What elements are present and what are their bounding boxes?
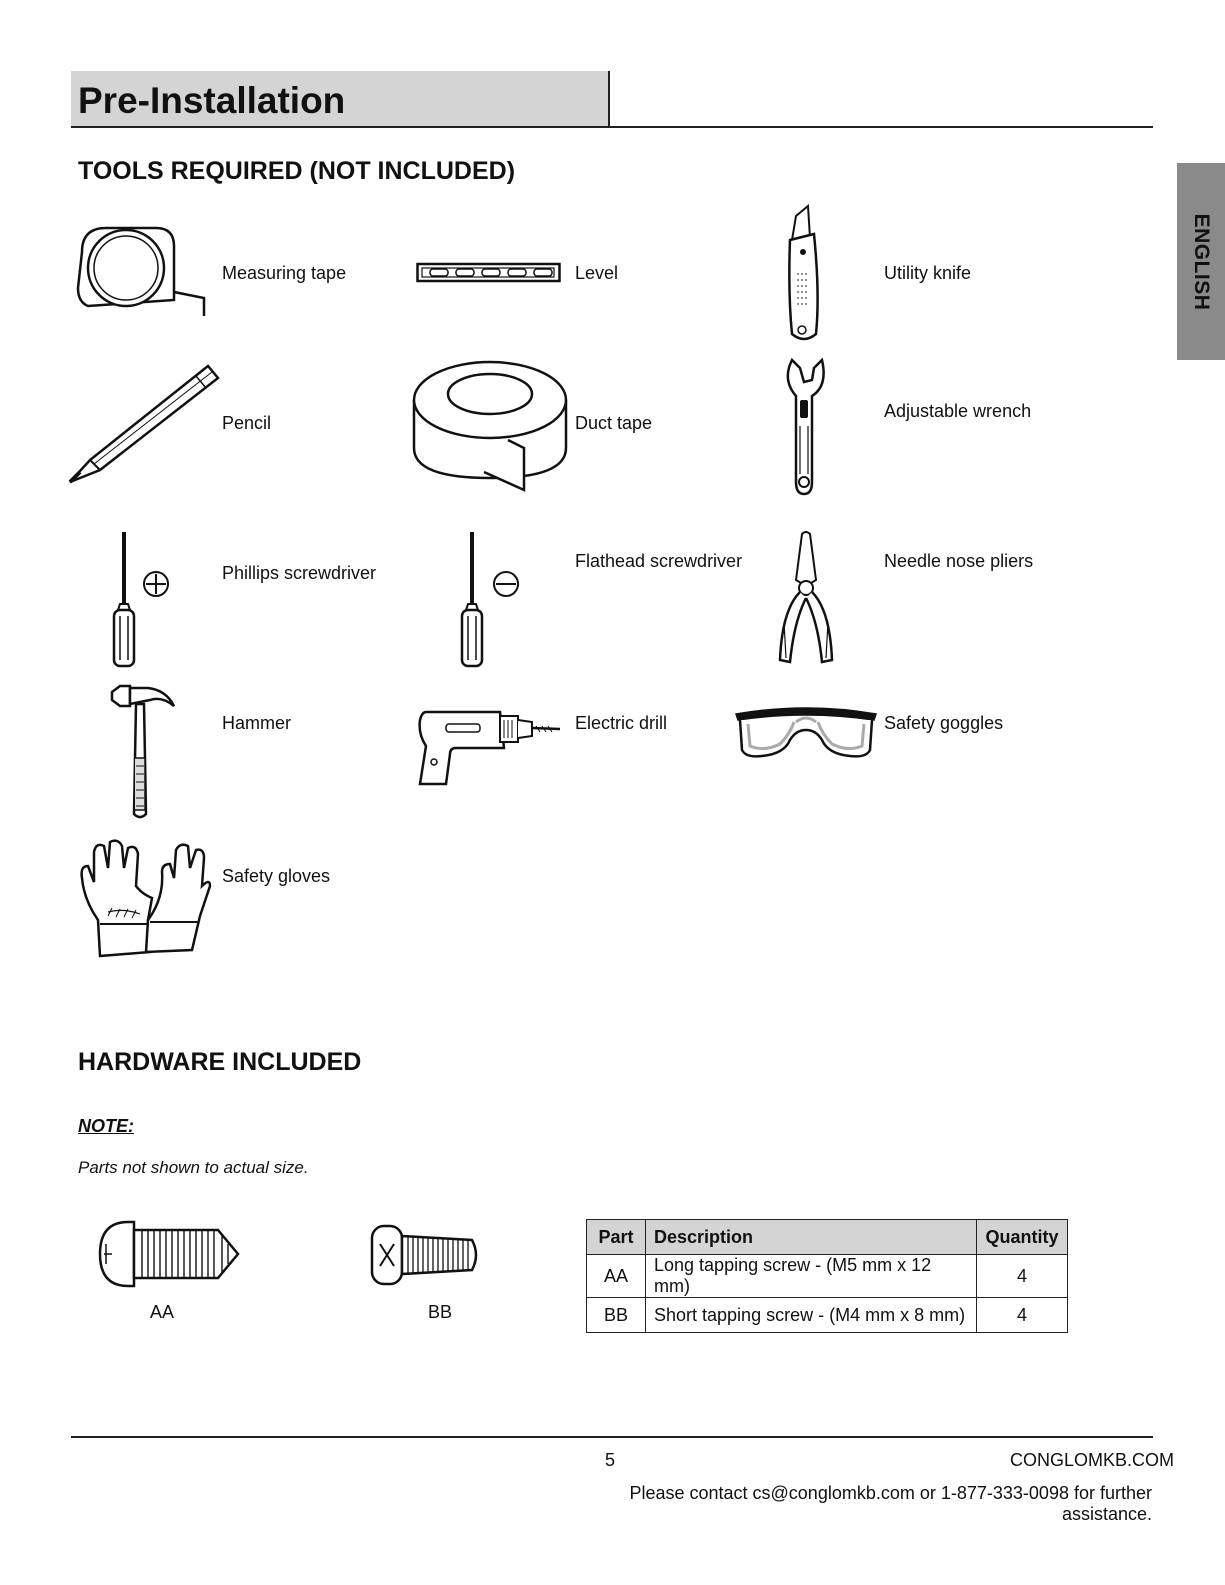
tools-heading: TOOLS REQUIRED (NOT INCLUDED) [78,157,516,185]
table-header-row [587,1220,1068,1255]
table-cell-quantity: 4 [977,1255,1068,1298]
tool-label-duct-tape: Duct tape [575,413,653,433]
tool-label-level: Level [575,263,619,283]
duct-tape-icon [412,360,572,492]
tool-label-needle-nose-pliers: Needle nose pliers [884,551,1034,571]
table-cell-description: Short tapping screw - (M4 mm x 8 mm) [646,1298,977,1333]
column-header-part: Part [587,1220,646,1255]
table-row [587,1298,1068,1333]
column-header-quantity: Quantity [977,1220,1068,1255]
page-title: Pre-Installation [78,80,346,121]
note-text: Parts not shown to actual size. [78,1158,309,1177]
flathead-screwdriver-icon [456,530,522,670]
table-cell-part: BB [587,1298,646,1333]
table-row [587,1255,1068,1298]
footer-divider [71,1436,1153,1438]
table-cell-quantity: 4 [977,1298,1068,1333]
tool-label-measuring-tape: Measuring tape [222,263,347,283]
hardware-table [586,1219,1068,1333]
electric-drill-icon [416,706,564,790]
tool-label-hammer: Hammer [222,713,292,733]
tool-label-safety-goggles: Safety goggles [884,713,1004,733]
column-header-description: Description [646,1220,977,1255]
tool-label-utility-knife: Utility knife [884,263,972,283]
contact-text: Please contact cs@conglomkb.com or 1-877-333-0098 for further assistance. [629,1483,1152,1524]
short-tapping-screw-icon [368,1222,484,1288]
website-link[interactable]: CONGLOMKB.COM [1010,1450,1175,1470]
hammer-icon [108,682,180,822]
note-label: NOTE: [78,1116,134,1136]
needle-nose-pliers-icon [776,530,836,670]
part-label-bb: BB [428,1302,453,1322]
tool-label-adjustable-wrench: Adjustable wrench [884,401,1032,421]
tool-label-phillips-screwdriver: Phillips screwdriver [222,563,377,583]
adjustable-wrench-icon [782,356,832,496]
tool-label-pencil: Pencil [222,413,272,433]
table-cell-part: AA [587,1255,646,1298]
hardware-heading: HARDWARE INCLUDED [78,1048,362,1076]
tool-label-safety-gloves: Safety gloves [222,866,331,886]
safety-goggles-icon [734,700,880,766]
part-label-aa: AA [150,1302,175,1322]
table-cell-description: Long tapping screw - (M5 mm x 12 mm) [646,1255,977,1298]
language-tab [1177,163,1225,360]
level-icon [416,262,562,284]
language-tab-label: ENGLISH [1190,213,1213,310]
utility-knife-icon [780,204,830,346]
header-divider [71,126,1153,128]
tool-label-electric-drill: Electric drill [575,713,668,733]
phillips-screwdriver-icon [108,530,174,670]
pencil-icon [66,364,221,488]
tool-label-flathead-screwdriver: Flathead screwdriver [575,551,743,571]
safety-gloves-icon [78,838,212,960]
page-number: 5 [605,1450,616,1470]
long-tapping-screw-icon [98,1214,244,1294]
measuring-tape-icon [74,222,214,322]
